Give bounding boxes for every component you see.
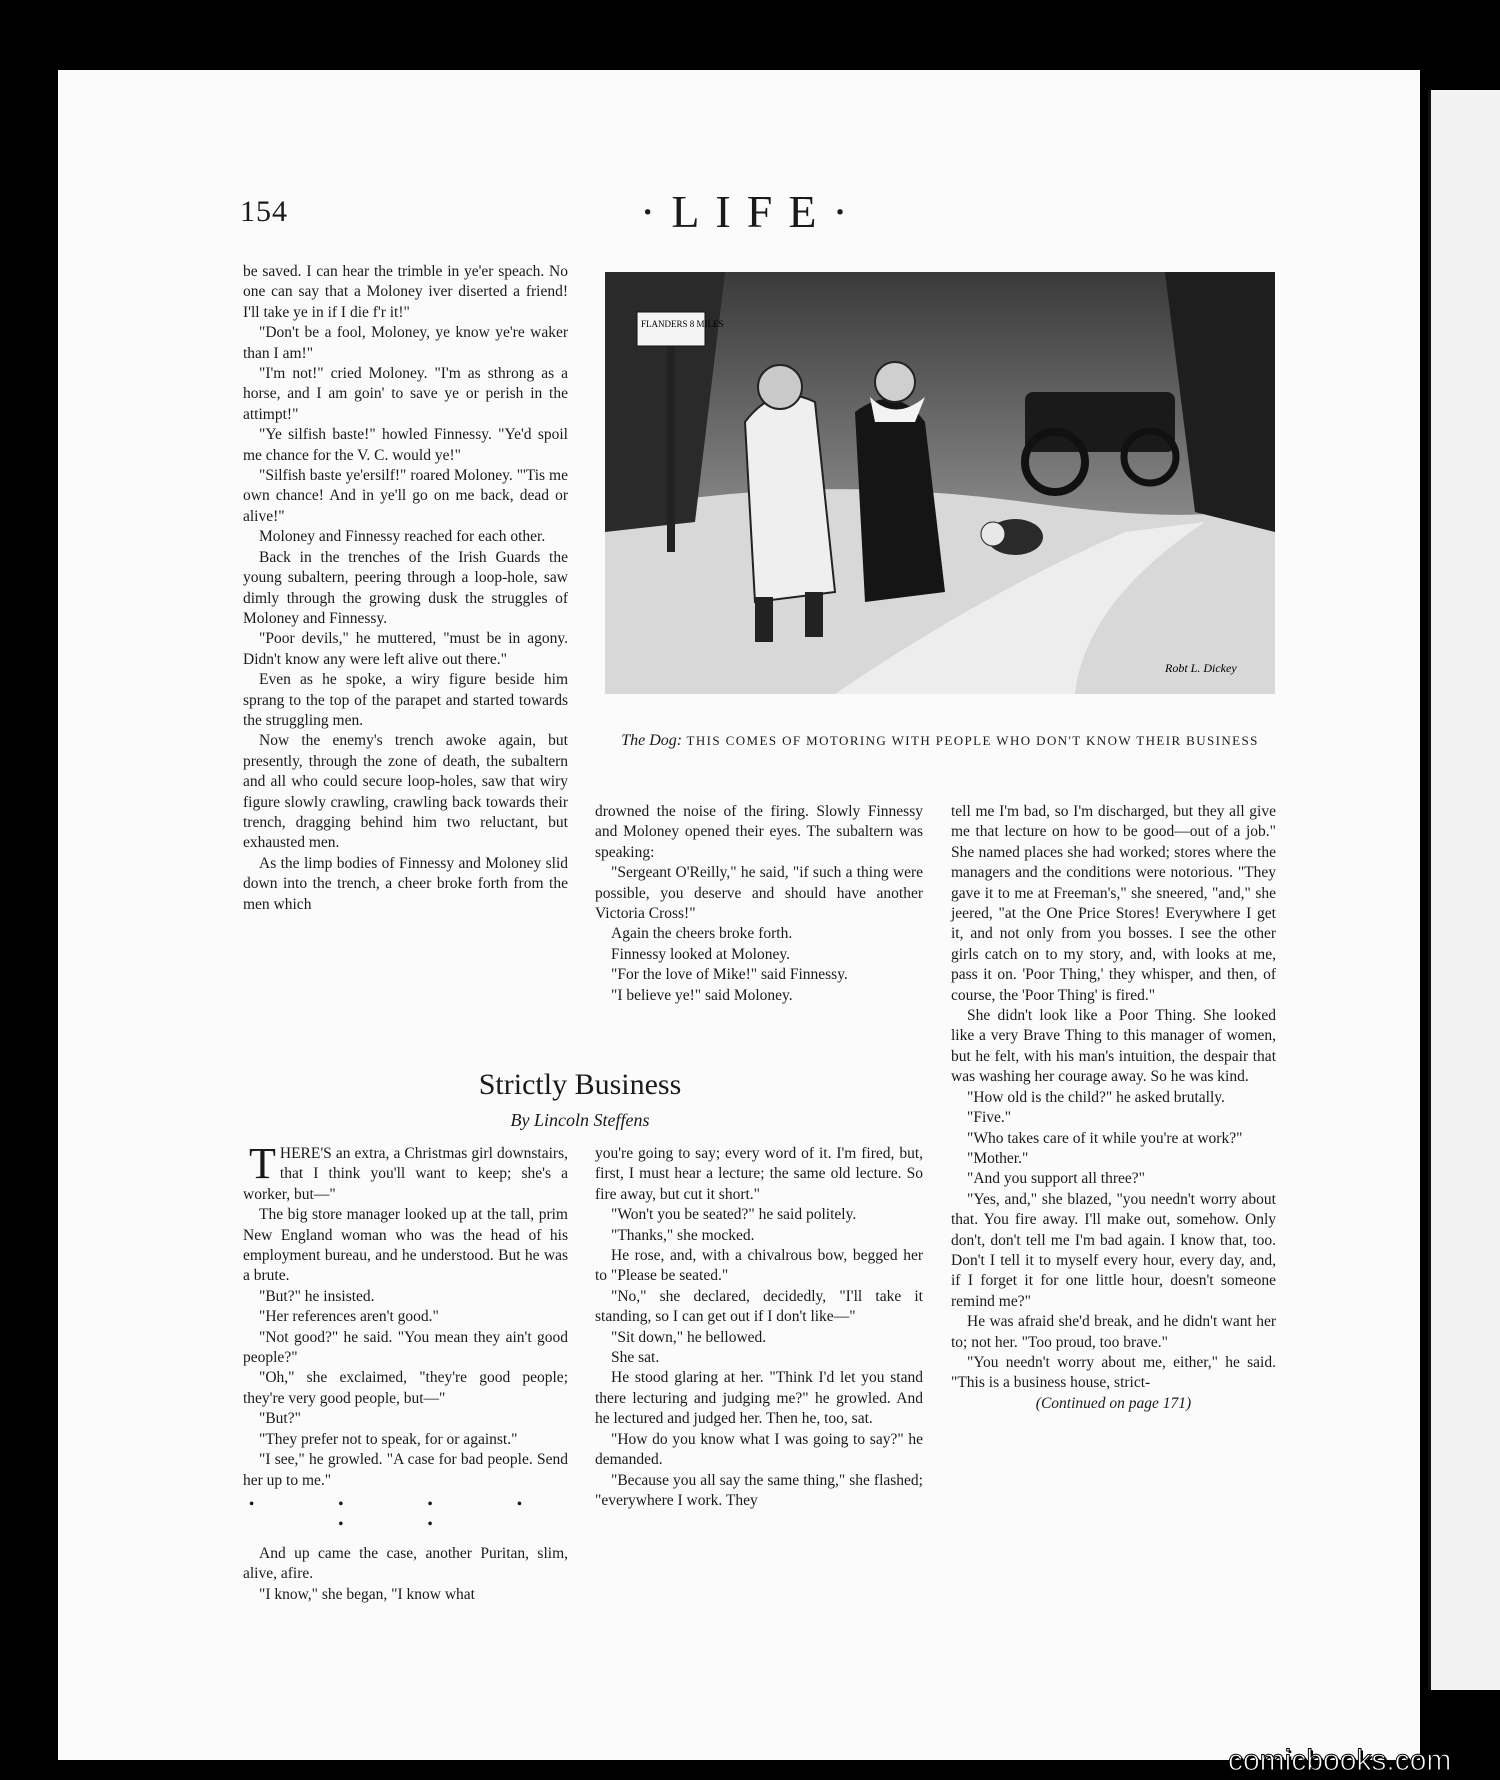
paragraph: "How do you know what I was going to say?" he demanded. [595,1430,923,1469]
story-column-1 [243,262,568,915]
paragraph: Now the enemy's trench awoke again, but presently, through the zone of death, the subaltern and all who could secure loop-holes, saw that wiry figure slowly crawling, crawling back towards their trench, dragging behind him two reluctant, but exhausted men. [243,732,568,852]
paragraph: "I'm not!" cried Moloney. "I'm as sthrong as a horse, and I am goin' to save ye or perish in the attimpt!" [243,365,568,423]
paragraph: As the limp bodies of Finnessy and Moloney slid down into the trench, a cheer broke forth from the men which [243,854,568,913]
article-byline: By Lincoln Steffens [510,1110,650,1130]
article-column-3 [951,802,1276,1414]
opening-text: HERE'S an extra, a Christmas girl downstairs, that I think you'll want to keep; she's a worker, but—" [243,1145,568,1203]
article-opening-paragraph [243,1139,568,1205]
paragraph: "Silfish baste ye'ersilf!" roared Moloney. "'Tis me own chance! And in ye'll go on me back, dead or alive!" [243,467,568,525]
paragraph: Back in the trenches of the Irish Guards the young subaltern, peering through a loop-hole, saw dimly through the growing dusk the struggles of Moloney and Finnessy. [243,548,568,627]
paragraph: She sat. [611,1349,660,1367]
paragraph: "Because you all say the same thing," she flashed; "everywhere I work. They [595,1471,923,1509]
paragraph: "I see," he growled. "A case for bad people. Send her up to me." [243,1451,568,1489]
section-separator: • • • • • • [248,1495,563,1534]
paragraph: "For the love of Mike!" said Finnessy. [611,966,848,984]
paragraph: "They prefer not to speak, for or against." [259,1430,518,1448]
continued-note: (Continued on page 171) [1035,1394,1192,1412]
paragraph: "Oh," she exclaimed, "they're good people; they're very good people, but—" [243,1369,568,1407]
drop-cap: T [249,1139,276,1188]
facing-page-edge [1428,90,1500,1690]
paragraph: "You needn't worry about me, either," he said. "This is a business house, strict- [951,1353,1276,1392]
masthead-title: ·LIFE· [640,186,864,237]
artist-signature: Robt L. Dickey [1165,661,1237,675]
caption-text: THIS COMES OF MOTORING WITH PEOPLE WHO DON'T KNOW THEIR BUSINESS [686,733,1259,748]
paragraph: "I know," she began, "I know what [259,1585,475,1603]
caption-speaker: The Dog: [621,732,683,749]
paragraph: be saved. I can hear the trimble in ye'er speach. No one can say that a Moloney iver diserted a friend! I'll take ye in if I die f'r it!" [243,263,568,321]
paragraph: He stood glaring at her. "Think I'd let you stand there lecturing and judging me?" he growled. And he lectured and judged her. Then he, too, sat. [595,1369,923,1428]
page-number: 154 [240,195,288,228]
paragraph: "Sit down," he bellowed. [611,1328,767,1346]
paragraph: "Don't be a fool, Moloney, ye know ye're waker than I am!" [243,324,568,362]
paragraph: "Not good?" he said. "You mean they ain't good people?" [243,1328,568,1367]
paragraph: He was afraid she'd break, and he didn't want her to; not her. "Too proud, too brave." [951,1313,1276,1351]
paragraph: He rose, and, with a chivalrous bow, begged her to "Please be seated." [595,1247,923,1285]
paragraph: Finnessy looked at Moloney. [611,945,790,963]
paragraph: "Who takes care of it while you're at work?" [967,1129,1243,1147]
paragraph: The big store manager looked up at the tall, prim New England woman who was the head of his employment bureau, and he understood. But he was a brute. [243,1206,568,1285]
paragraph: "Sergeant O'Reilly," he said, "if such a thing were possible, you deserve and should have another Victoria Cross!" [595,864,923,923]
paragraph: "Ye silfish baste!" howled Finnessy. "Ye'd spoil me chance for the V. C. would ye!" [243,426,568,464]
paragraph: Moloney and Finnessy reached for each other. [259,528,546,546]
paragraph: "Mother." [967,1149,1029,1167]
paragraph: "How old is the child?" he asked brutally. [967,1088,1225,1106]
paragraph: She didn't look like a Poor Thing. She looked like a very Brave Thing to this manager of women, but he felt, with his man's intuition, the despair that was washing her courage away. So he was kind. [951,1007,1276,1086]
paragraph: drowned the noise of the firing. Slowly Finnessy and Moloney opened their eyes. The subaltern was speaking: [595,803,923,861]
paragraph: "But?" he insisted. [259,1287,375,1305]
sign-text: FLANDERS 8 MILES [641,319,724,329]
cartoon-drawing [605,272,1275,694]
paragraph: "Won't you be seated?" he said politely. [611,1206,857,1224]
paragraph: "I believe ye!" said Moloney. [611,986,793,1004]
paragraph: tell me I'm bad, so I'm discharged, but they all give me that lecture on how to be good—out of a job." She named places she had worked; stores where the managers and the conditions were notorious. "They gave it to me at Freeman's," she sneered, "and," she jeered, "at the One Price Stores! Everywhere I get it, and not only from you bosses. I see the other girls catch on to my story, and, with looks at me, pass it on. 'Poor Thing,' they whisper, and then, of course, the 'Poor Thing' is fired." [951,803,1276,1004]
paragraph: you're going to say; every word of it. I'm fired, but, first, I must hear a lecture; the same old lecture. So fire away, but cut it short." [595,1145,923,1203]
paragraph: Again the cheers broke forth. [611,925,793,943]
article-column-2 [595,1144,923,1511]
cartoon-illustration [605,272,1275,694]
paragraph: Even as he spoke, a wiry figure beside him sprang to the top of the parapet and started towards the struggling men. [243,671,568,729]
article-title: Strictly Business [478,1068,682,1101]
paragraph: And up came the case, another Puritan, slim, alive, afire. [243,1544,568,1583]
paragraph: "Thanks," she mocked. [611,1226,755,1244]
paragraph: "But?" [259,1410,301,1428]
paragraph: "Poor devils," he muttered, "must be in agony. Didn't know any were left alive out there." [243,630,568,668]
watermark: comicbooks.com [1228,1744,1452,1777]
story-column-2 [595,802,923,1006]
paragraph: "No," she declared, decidedly, "I'll take it standing, so I can get out if I don't like—" [595,1287,923,1326]
paragraph: "Yes, and," she blazed, "you needn't worry about that. You fire away. I'll make out, somehow. Only don't, don't tell me I'm bad again. I know that, too. Don't I tell it to myself every hour, every day, and, if I forget it for one little hour, doesn't someone remind me?" [951,1190,1276,1310]
paragraph: "And you support all three?" [967,1170,1145,1188]
article-column-1 [243,1139,568,1605]
paragraph: "Her references aren't good." [259,1308,439,1326]
paragraph: "Five." [967,1109,1012,1127]
illustration-caption [600,730,1280,751]
